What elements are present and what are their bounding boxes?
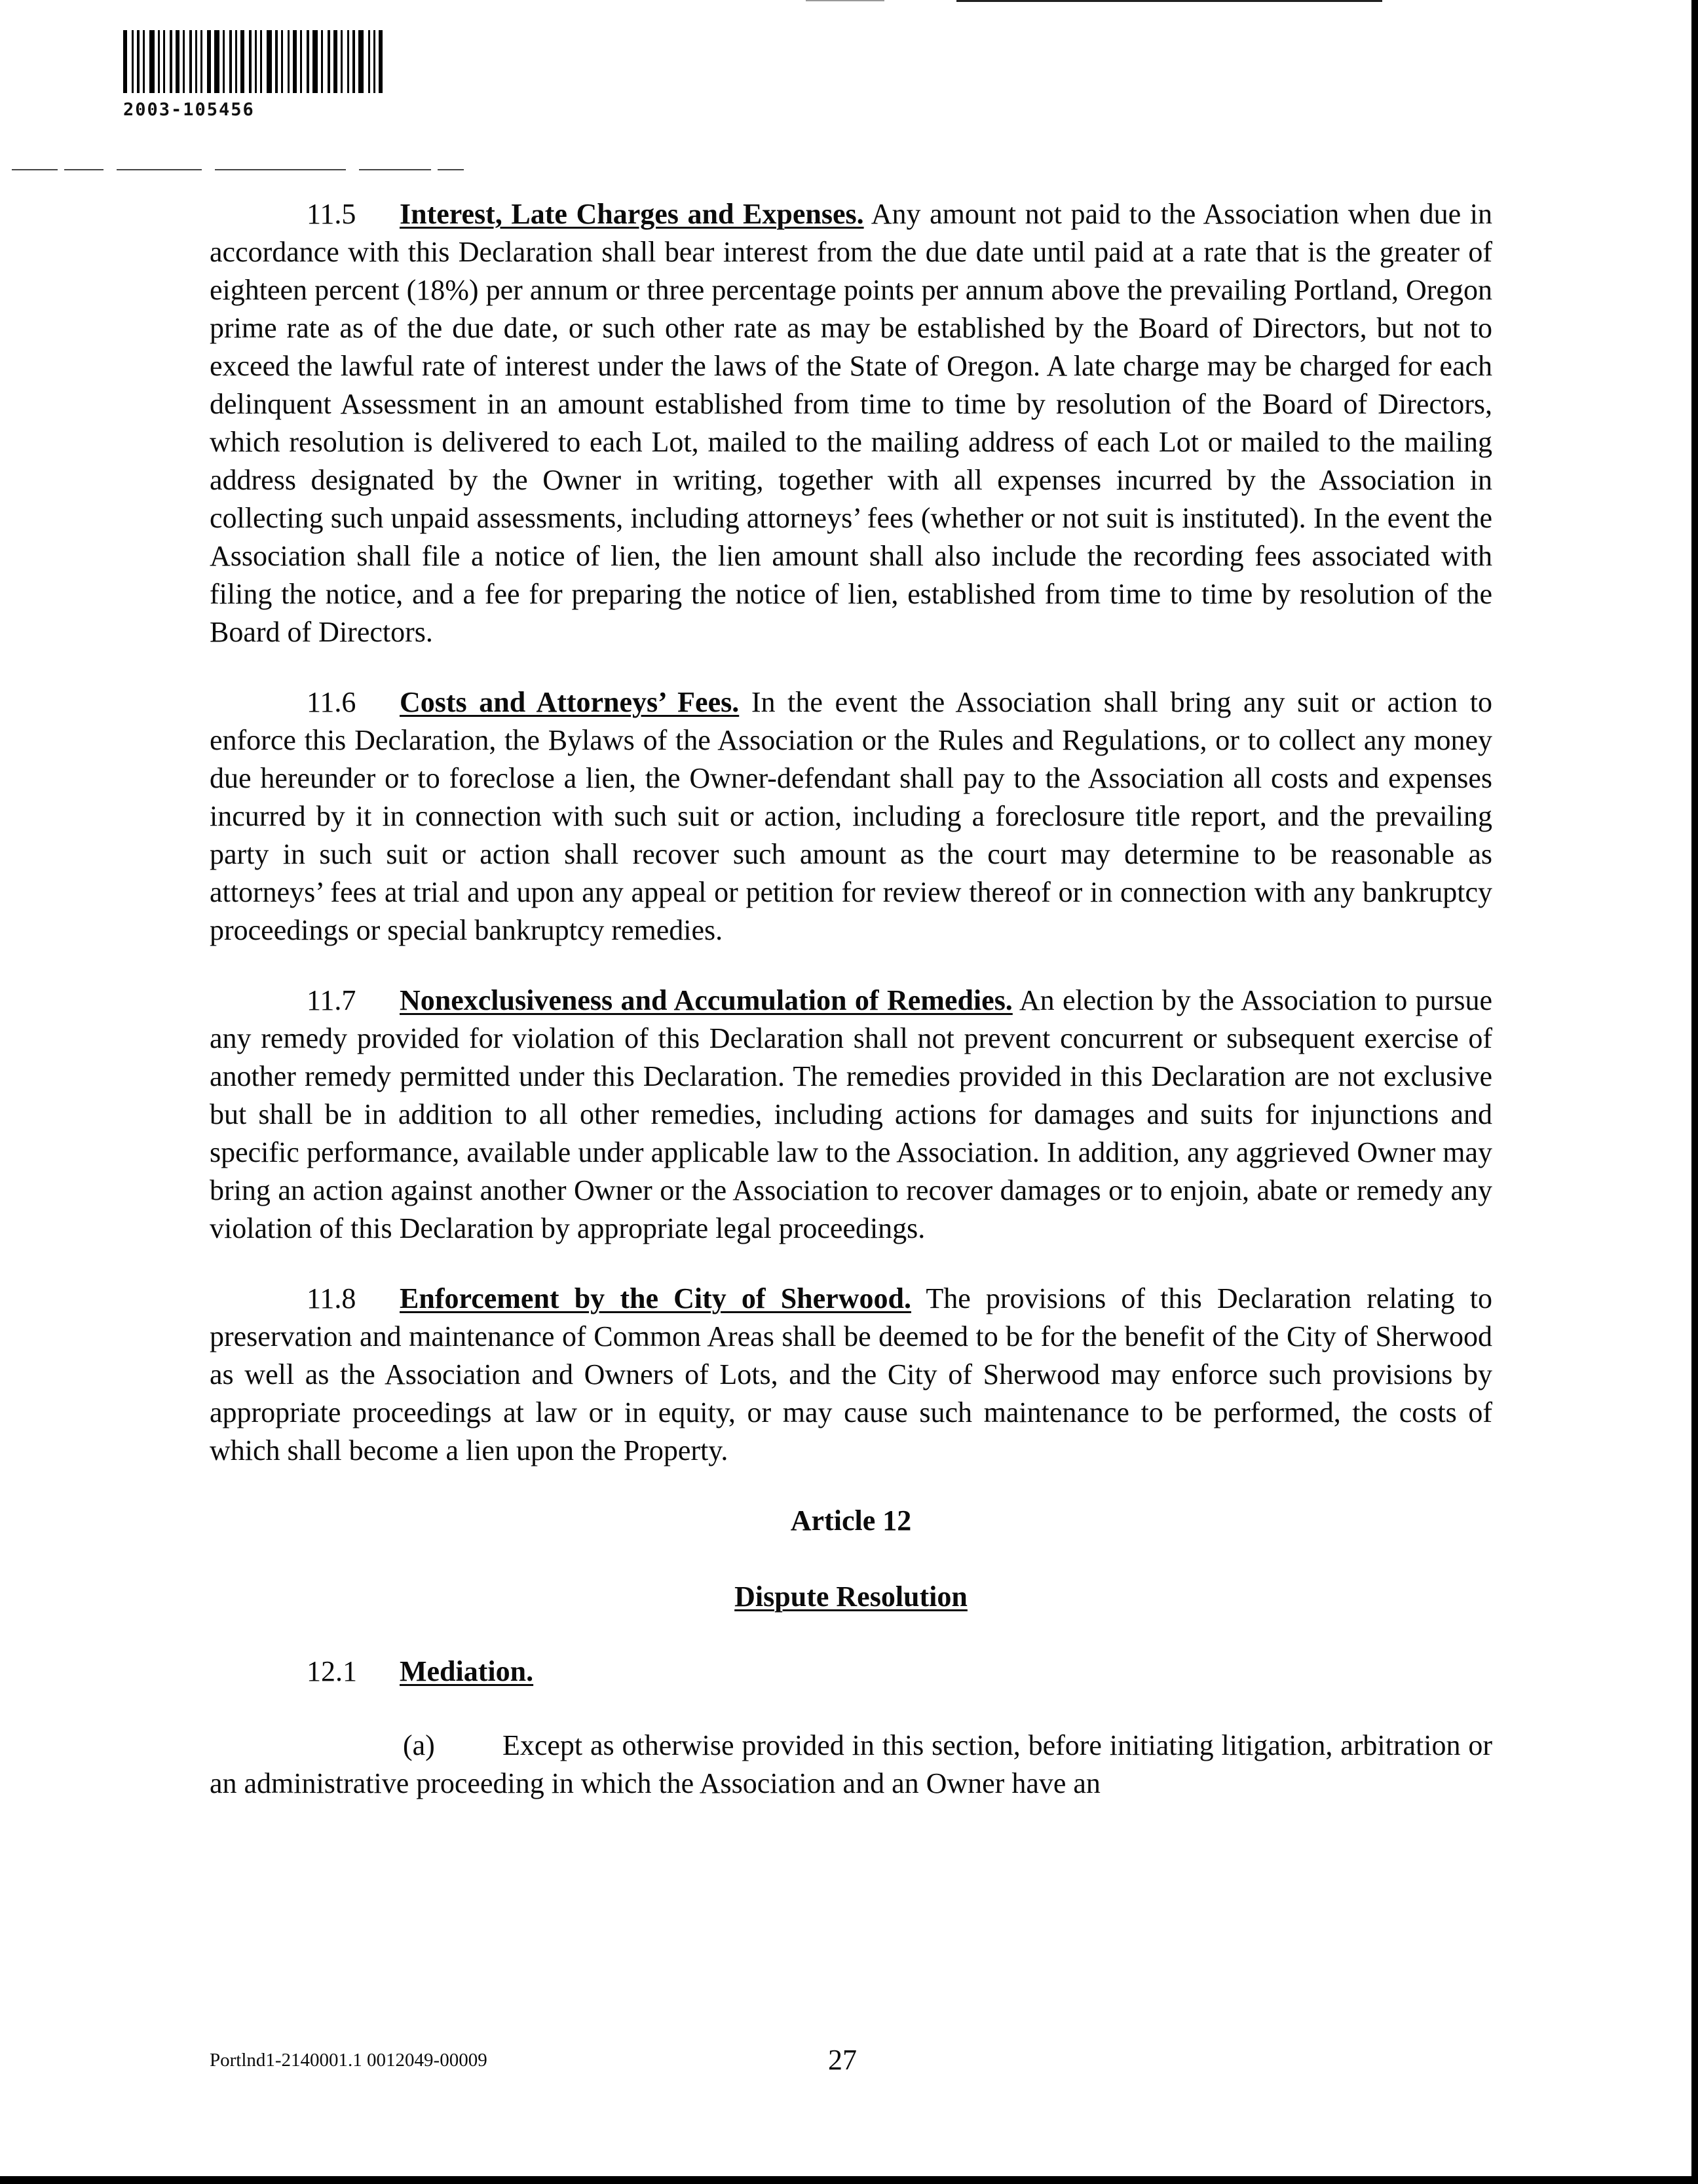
barcode-bar — [240, 30, 244, 93]
section-body: The provisions of this Declaration relating to preservation and maintenance of Common Areas shall be deemed to be for the benefit of the City of Sherwood as well as the Association and Owners of Lots, and the City of Sherwood may enforce such provisions by appropriate proceedings at law or in equity, or may cause such maintenance to be performed, the costs of which shall become a lien upon the Property. — [210, 1282, 1492, 1466]
section-11-8 — [210, 1280, 1492, 1470]
barcode-bar — [333, 30, 337, 93]
section-number: 11.7 — [307, 984, 356, 1016]
barcode-bar — [235, 30, 237, 93]
scan-artifact-rule — [12, 169, 470, 171]
subsection-body: Except as otherwise provided in this section, before initiating litigation, arbitration or an administrative proceeding in which the Association and an Owner have an — [210, 1729, 1492, 1799]
barcode-bar — [170, 30, 172, 93]
section-number: 11.6 — [307, 686, 356, 718]
barcode-bar — [341, 30, 343, 93]
section-number: 11.5 — [307, 198, 356, 230]
section-body: In the event the Association shall bring any suit or action to enforce this Declaration, the Bylaws of the Association or the Rules and Regulations, or to collect any money due hereunder or to foreclose a lien, the Owner-defendant shall pay to the Association all costs and expenses incurred by it in connection with such suit or action, including a foreclosure title report, and the prevailing party in such suit or action shall recover such amount as the court may determine to be reasonable as attorneys’ fees at trial and upon any appeal or petition for review thereof or in connection with any bankruptcy proceedings or special bankruptcy remedies. — [210, 686, 1493, 946]
subsection-a — [210, 1727, 1492, 1803]
barcode-number: 2003-105456 — [123, 100, 255, 120]
barcode-bar — [321, 30, 323, 93]
section-heading: Costs and Attorneys’ Fees. — [400, 686, 740, 718]
article-subtitle: Dispute Resolution — [734, 1581, 968, 1613]
barcode-bar — [328, 30, 330, 93]
section-body: An election by the Association to pursue any remedy provided for violation of this Declaration shall not prevent concurrent or subsequent exercise of another remedy permitted under this Declaration. The remedies provided in this Declaration are not exclusive but shall be in addition to all other remedies, including actions for damages and suits for injunctions and specific performance, available under applicable law to the Association. In addition, any aggrieved Owner may bring an action against another Owner or the Association to recover damages or to enjoin, abate or remedy any violation of this Declaration by appropriate legal proceedings. — [210, 984, 1492, 1244]
barcode-bar — [275, 30, 278, 93]
scan-line-segment — [12, 169, 58, 170]
page-number: 27 — [828, 2044, 857, 2076]
barcode-bar — [132, 30, 134, 93]
top-edge-rule — [956, 0, 1382, 2]
section-heading: Interest, Late Charges and Expenses. — [400, 198, 864, 230]
barcode-bar — [312, 30, 318, 93]
barcode-bar — [123, 30, 127, 93]
section-heading: Mediation. — [400, 1655, 534, 1687]
scan-line-segment — [64, 169, 104, 170]
barcode-bar — [207, 30, 211, 93]
section-heading: Enforcement by the City of Sherwood. — [400, 1282, 911, 1314]
barcode-bar — [143, 30, 145, 93]
scan-line-segment — [438, 169, 464, 170]
barcode-bar — [158, 30, 160, 93]
barcode-bar — [379, 30, 383, 93]
barcode-bar — [300, 30, 302, 93]
barcode-bar — [260, 30, 262, 93]
barcode-bar — [307, 30, 309, 93]
barcode-bar — [352, 30, 355, 93]
barcode-bar — [229, 30, 232, 93]
section-11-6 — [210, 683, 1492, 949]
barcode-bar — [249, 30, 252, 93]
barcode-bar — [281, 30, 283, 93]
section-number: 11.8 — [307, 1282, 356, 1314]
document-body — [210, 195, 1492, 1803]
scan-line-segment — [117, 169, 202, 170]
barcode-bars — [123, 30, 424, 93]
scan-artifact-line — [806, 0, 884, 1]
barcode-bar — [223, 30, 225, 93]
section-heading: Nonexclusiveness and Accumulation of Remedies. — [400, 984, 1013, 1016]
barcode-bar — [176, 30, 179, 93]
barcode-bar — [368, 30, 370, 93]
recording-barcode — [123, 30, 424, 120]
section-number: 12.1 — [307, 1655, 357, 1687]
barcode-bar — [373, 30, 375, 93]
section-11-7 — [210, 982, 1492, 1248]
subsection-letter: (a) — [403, 1729, 435, 1761]
barcode-bar — [183, 30, 185, 93]
barcode-bar — [163, 30, 165, 93]
section-11-5 — [210, 195, 1492, 651]
barcode-bar — [293, 30, 297, 93]
barcode-bar — [358, 30, 364, 93]
section-12-1 — [307, 1653, 1492, 1691]
barcode-bar — [149, 30, 155, 93]
barcode-bar — [267, 30, 272, 93]
barcode-bar — [214, 30, 219, 93]
barcode-bar — [195, 30, 197, 93]
barcode-bar — [137, 30, 140, 93]
scan-line-segment — [359, 169, 431, 170]
barcode-bar — [255, 30, 257, 93]
barcode-bar — [347, 30, 349, 93]
barcode-bar — [189, 30, 192, 93]
scan-line-segment — [215, 169, 346, 170]
article-title: Article 12 — [790, 1504, 912, 1537]
barcode-bar — [200, 30, 202, 93]
footer-document-id: Portlnd1-2140001.1 0012049-00009 — [210, 2050, 487, 2071]
section-body: Any amount not paid to the Association when due in accordance with this Declaration shall bear interest from the due date until paid at a rate that is the greater of eighteen percent (18%) per annum or three percentage points per annum above the prevailing Portland, Oregon prime rate as of the due date, or such other rate as may be established by the Board of Directors, but not to exceed the lawful rate of interest under the laws of the State of Oregon. A late charge may be charged for each delinquent Assessment in an amount established from time to time by resolution of the Board of Directors, which resolution is delivered to each Lot, mailed to the mailing address of each Lot or mailed to the mailing address designated by the Owner in writing, together with all expenses incurred by the Association in collecting such unpaid assessments, including attorneys’ fees (whether or not suit is instituted). In the event the Association shall file a notice of lien, the lien amount shall also include the recording fees associated with filing the notice, and a fee for preparing the notice of lien, established from time to time by resolution of the Board of Directors. — [210, 198, 1492, 648]
barcode-bar — [288, 30, 290, 93]
